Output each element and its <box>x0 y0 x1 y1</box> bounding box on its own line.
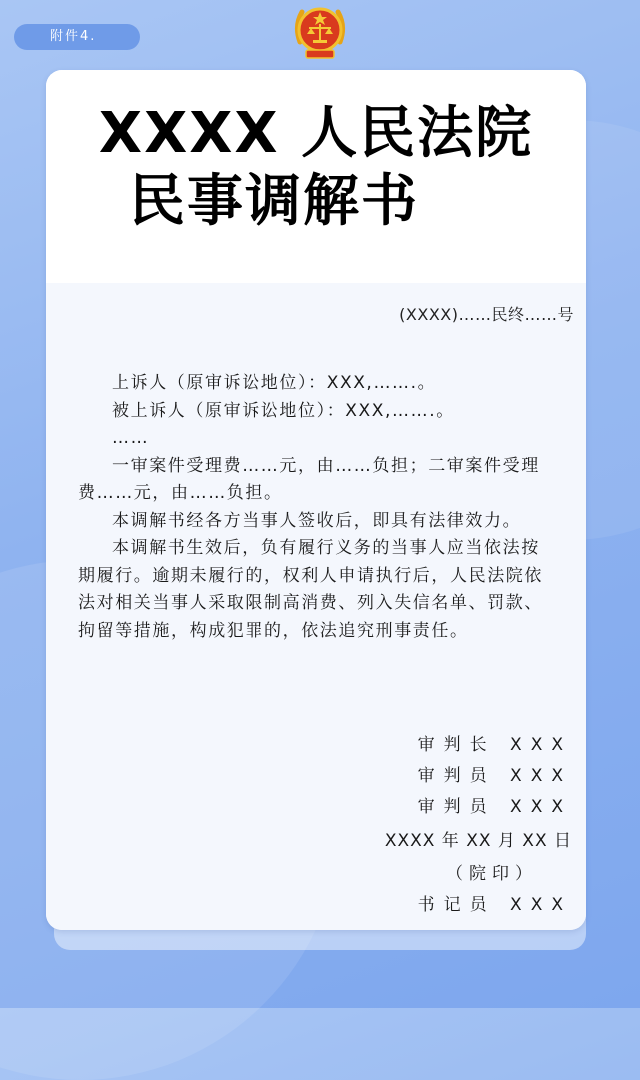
document-content <box>78 370 558 645</box>
paragraph: …… <box>112 428 150 448</box>
court-name: XXXX 人民法院 <box>98 101 534 166</box>
paragraph: 上诉人（原审诉讼地位）：XXX,…….。 <box>112 373 437 393</box>
judge: 审判员 XXX <box>417 766 572 786</box>
document-type: 民事调解书 <box>129 169 419 234</box>
court-clerk: 书记员 XXX <box>417 895 572 915</box>
presiding-judge: 审判长 XXX <box>417 735 572 755</box>
document-title <box>46 100 586 236</box>
signature-block <box>385 730 572 921</box>
court-seal-note: （院印） <box>446 864 538 884</box>
paragraph: 本调解书生效后，负有履行义务的当事人应当依法按期履行。逾期未履行的，权利人申请执行后，人民法院依法对相关当事人采取限制高消费、列入失信名单、罚款、拘留等措施，构成犯罪的，依法追究刑事责任。 <box>78 538 543 641</box>
attachment-tag: 附件4. <box>14 24 140 50</box>
case-number: (XXXX)……民终……号 <box>399 305 574 324</box>
issue-date: XXXX 年 XX 月 XX 日 <box>384 831 572 851</box>
judge: 审判员 XXX <box>417 797 572 817</box>
paragraph: 一审案件受理费……元，由……负担；二审案件受理费……元，由……负担。 <box>78 455 540 503</box>
document-card <box>46 70 586 930</box>
paragraph: 被上诉人（原审诉讼地位）：XXX,…….。 <box>112 400 455 421</box>
paragraph: 本调解书经各方当事人签收后，即具有法律效力。 <box>112 510 522 531</box>
court-emblem-icon <box>292 2 348 64</box>
